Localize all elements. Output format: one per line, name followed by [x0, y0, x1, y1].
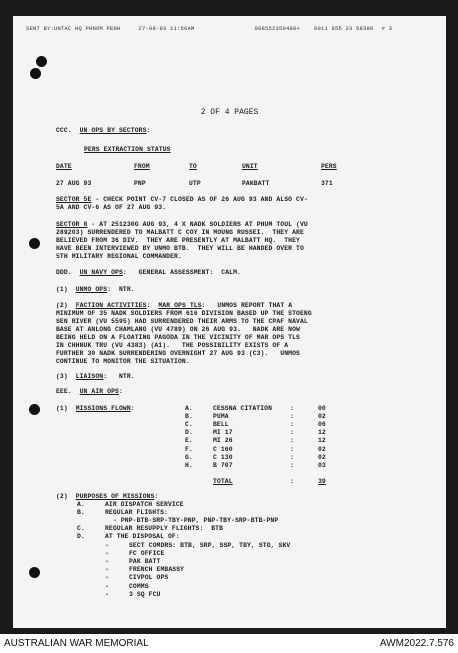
ccc-title: UN OPS BY SECTORS: [79, 127, 147, 134]
sector8-line: 5TH MILITARY REGIONAL COMMANDER.: [56, 253, 182, 260]
fax-page-number: # 3: [381, 25, 393, 32]
ddd-label: DDD.: [56, 269, 72, 276]
mission-aircraft: PUMA: [213, 413, 229, 421]
disposal-item: FRENCH EMBASSY: [129, 566, 185, 574]
unmo-ops: [56, 286, 135, 294]
mission-count: 12: [318, 437, 326, 445]
mission-count: 02: [318, 453, 326, 461]
row-from: PNP: [134, 180, 146, 187]
document-page: [13, 16, 446, 628]
mission-aircraft: BELL: [213, 421, 229, 429]
purposes-num: (2): [56, 493, 68, 500]
mission-letter: H.: [185, 461, 193, 469]
mar-ops-label: MAR OPS TLS: [158, 302, 202, 309]
fax-sent-by: SENT BY:UNTAC HQ PHNOM PENH: [26, 25, 121, 32]
disposal-dash: -: [105, 558, 109, 566]
liaison-text: : NTR.: [103, 373, 135, 380]
mission-sep: :: [290, 405, 294, 412]
purpose-text: REGULAR RESUPPLY FLIGHTS: BTB: [105, 525, 224, 533]
mission-aircraft: C 160: [213, 445, 233, 453]
mission-count: 03: [318, 461, 326, 469]
col-unit: UNIT: [242, 163, 258, 170]
purposes-colon: :: [154, 493, 159, 500]
mission-aircraft: MI 17: [213, 429, 233, 437]
mission-sep: :: [290, 453, 294, 461]
faction-line: IN CHHNUK TRU (VU 4383) (A1). THE POSSIBILITY EXISTS OF A: [56, 342, 289, 349]
purpose-text: - PNP-BTB-SRP-TBY-PNP, PNP-TBY-SRP-BTB-PNP: [113, 517, 279, 525]
row-unit: PAKBATT: [242, 180, 270, 187]
mission-count: 12: [318, 429, 326, 437]
faction-text: : UNMOS REPORT THAT A: [201, 302, 293, 309]
mission-letter: B.: [185, 413, 193, 421]
missions-flown-heading: [56, 405, 135, 413]
ccc-colon: :: [146, 127, 151, 134]
mission-aircraft: CESSNA CITATION: [213, 405, 273, 412]
mission-aircraft: C 130: [213, 453, 233, 461]
purpose-text: REGULAR FLIGHTS:: [105, 509, 168, 517]
unmo-num: (1): [56, 286, 68, 293]
sector8-text: - AT 251230G AUG 93, 4 X NADK SOLDIERS AT PHUM TOUL (VU: [87, 221, 308, 228]
disposal-dash: -: [105, 550, 109, 558]
total-sep: :: [290, 478, 294, 485]
liaison-num: (3): [56, 373, 68, 380]
faction-num: (2): [56, 302, 68, 309]
ccc-heading: [56, 127, 150, 135]
disposal-dash: -: [105, 566, 109, 574]
mission-aircraft: B 707: [213, 461, 233, 469]
disposal-item: 3 SQ FCU: [129, 590, 161, 598]
row-date: 27 AUG 93: [56, 180, 92, 187]
faction-mid: :: [146, 302, 159, 309]
faction-line: FURTHER 30 NADK SURRENDERING OVERNIGHT 27 AUG 93 (C3). UNMOS: [56, 350, 300, 357]
missions-label: MISSIONS FLOWN: [75, 405, 131, 412]
purpose-letter: A.: [77, 501, 85, 508]
disposal-dash: -: [105, 574, 109, 582]
disposal-dash: -: [105, 542, 109, 549]
disposal-item: SECT COMDRS: BTB, SRP, SSP, TBY, STG, SKV: [129, 542, 291, 549]
mission-count: 02: [318, 445, 326, 453]
mission-letter: G.: [185, 453, 193, 461]
purpose-letter: C.: [77, 525, 85, 533]
sector5e-line2: 5A AND CV-6 AS OF 27 AUG 93.: [56, 204, 167, 211]
disposal-dash: -: [105, 590, 109, 598]
mission-aircraft: MI 26: [213, 437, 233, 445]
mission-letter: F.: [185, 445, 193, 453]
punch-hole: [29, 404, 40, 415]
punch-hole: [29, 567, 40, 578]
mission-sep: :: [290, 421, 294, 429]
missions-colon: :: [130, 405, 135, 412]
sector8-line: BELIEVED FROM 36 DIV. THEY ARE PRESENTLY AT MALBATT HQ. THEY: [56, 237, 300, 244]
punch-hole: [30, 68, 41, 79]
purpose-letter: D.: [77, 533, 85, 541]
faction-label: FACTION ACTIVITIES: [75, 302, 147, 309]
faction-line1: [56, 302, 292, 310]
total-label: TOTAL: [213, 478, 233, 485]
mission-letter: C.: [185, 421, 193, 429]
col-date: DATE: [56, 163, 72, 170]
row-pers: 371: [321, 180, 333, 187]
fax-datetime: 27-08-93 11:56AM: [138, 25, 195, 32]
faction-line: MINIMUM OF 35 NADK SOLDIERS FROM 616 DIVISION BASED UP THE STOENG: [56, 310, 312, 317]
sector8-line: HAVE BEEN INTERVIEWED BY UNMO BTB. THEY WILL BE HANDED OVER TO: [56, 245, 304, 252]
mission-letter: E.: [185, 437, 193, 445]
sector8-line: 289203) SURRENDERED TO MALBATT C COY IN MOUNG RUSSEI. THEY ARE: [56, 229, 304, 236]
disposal-dash: -: [105, 582, 109, 590]
sector8-line1: [56, 221, 308, 229]
fax-to-number: 0011 855 23 58390: [314, 25, 374, 32]
footer-left: AUSTRALIAN WAR MEMORIAL: [4, 638, 149, 649]
eee-heading: [56, 388, 123, 396]
sector5e-line1: [56, 196, 308, 204]
mission-sep: :: [290, 437, 294, 445]
sector5e-label: SECTOR 5E: [56, 196, 92, 203]
purpose-text: AT THE DISPOSAL OF:: [105, 533, 180, 541]
ddd-heading: [56, 269, 241, 277]
disposal-item: FC OFFICE: [129, 550, 165, 558]
mission-letter: D.: [185, 429, 193, 437]
ddd-title: UN NAVY OPS: [79, 269, 123, 276]
mission-sep: :: [290, 429, 294, 437]
disposal-item: CIVPOL OPS: [129, 574, 169, 582]
page-title: 2 OF 4 PAGES: [200, 108, 259, 117]
faction-line: BASE AT ANLONG CHAMLANG (VU 4789) ON 26 AUG 93. NADK ARE NOW: [56, 326, 300, 333]
pers-heading: PERS EXTRACTION STATUS: [84, 146, 171, 153]
faction-line: BEING HELD ON A FLOATING PAGODA IN THE VICINITY OF MAR OPS TLS: [56, 334, 300, 341]
mission-letter: A.: [185, 405, 193, 412]
purposes-label: PURPOSES OF MISSIONS: [75, 493, 155, 500]
sector5e-text: - CHECK POINT CV-7 CLOSED AS OF 26 AUG 93 AND ALSO CV-: [91, 196, 308, 203]
disposal-item: PAK BATT: [129, 558, 161, 566]
liaison-label: LIAISON: [75, 373, 104, 380]
footer-bar: [0, 634, 458, 653]
purpose-letter: B.: [77, 509, 85, 517]
mission-sep: :: [290, 413, 294, 421]
punch-hole: [29, 238, 40, 249]
fax-header: [26, 25, 441, 32]
mission-count: 00: [318, 405, 326, 412]
faction-line: CONTINUE TO MONITOR THE SITUATION.: [56, 358, 190, 365]
unmo-text: : NTR.: [107, 286, 135, 293]
eee-label: EEE.: [56, 388, 72, 395]
purpose-text: AIR DISPATCH SERVICE: [105, 501, 184, 508]
sector8-label: SECTOR 8: [56, 221, 88, 228]
footer-right: AWM2022.7.576: [379, 638, 454, 649]
faction-line: SEN RIVER (VU 5595) HAD SURRENDERED THEIR ARMS TO THE CPAF NAVAL: [56, 318, 308, 325]
unmo-label: UNMO OPS: [75, 286, 108, 293]
punch-hole: [36, 56, 47, 67]
purposes-heading: [56, 493, 158, 501]
mission-sep: :: [290, 445, 294, 453]
total-value: 39: [318, 478, 326, 485]
ddd-assessment: : GENERAL ASSESSMENT: CALM.: [122, 269, 241, 276]
eee-title: UN AIR OPS: [79, 388, 119, 395]
fax-from-number: 008552350488+: [254, 25, 301, 32]
col-from: FROM: [134, 163, 150, 170]
missions-num: (1): [56, 405, 68, 412]
ccc-label: CCC.: [56, 127, 72, 134]
mission-count: 02: [318, 413, 326, 421]
col-pers: PERS: [321, 163, 337, 170]
liaison: [56, 373, 135, 381]
disposal-item: COMMS: [129, 582, 149, 590]
row-to: UTP: [189, 180, 201, 187]
eee-colon: :: [118, 388, 123, 395]
col-to: TO: [189, 163, 197, 170]
mission-count: 06: [318, 421, 326, 429]
mission-sep: :: [290, 461, 294, 469]
